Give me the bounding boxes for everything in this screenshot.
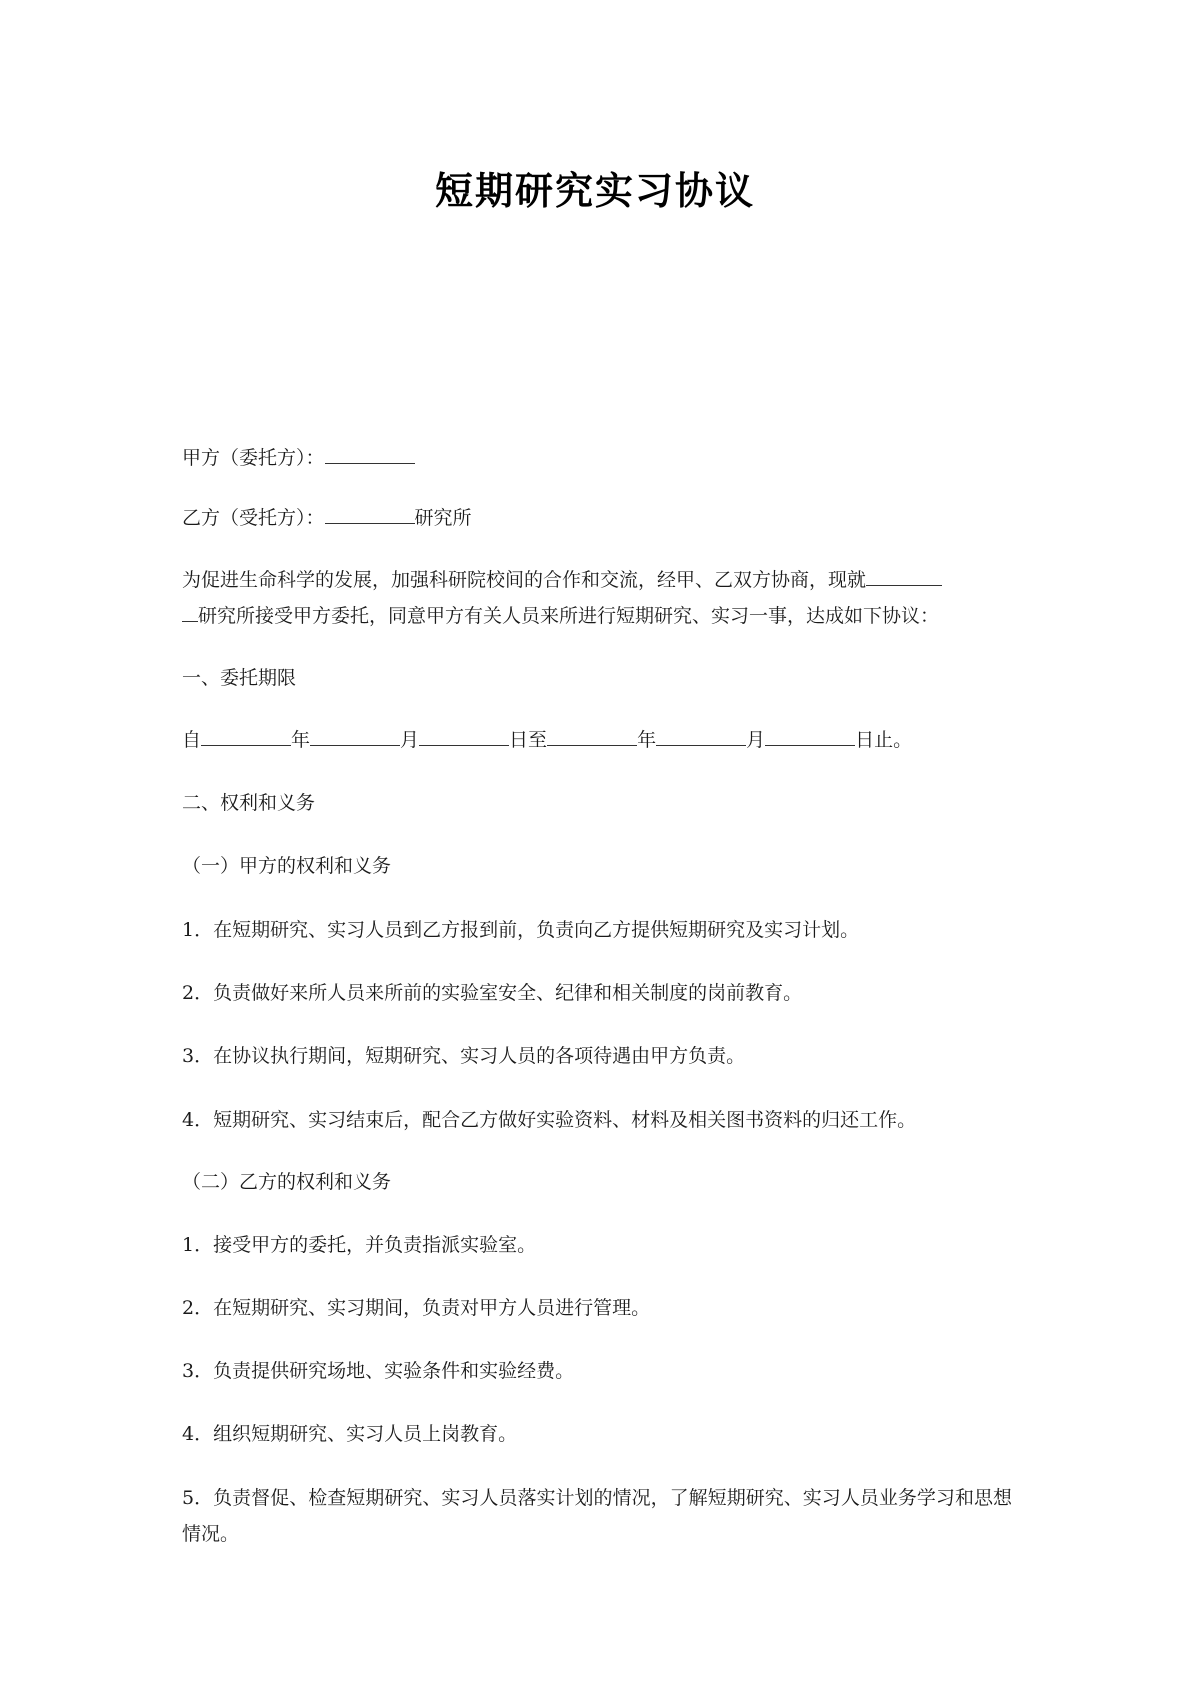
- period-day1-to: 日至: [509, 729, 548, 751]
- period-day2-end: 日止。: [855, 729, 913, 751]
- period-year1: 年: [291, 729, 311, 751]
- preamble-part1: 为促进生命科学的发展，加强科研院校间的合作和交流，经甲、乙双方协商，现就: [182, 569, 867, 591]
- party-a-blank[interactable]: [325, 443, 415, 464]
- party-a-duty-item: 3．在协议执行期间，短期研究、实习人员的各项待遇由甲方负责。: [182, 1045, 746, 1067]
- period-month2: 月: [746, 729, 766, 751]
- party-b-duties-heading: （二）乙方的权利和义务: [182, 1171, 392, 1193]
- start-year-blank[interactable]: [201, 725, 291, 746]
- party-b-blank[interactable]: [325, 503, 415, 524]
- section1-heading: 一、委托期限: [182, 667, 297, 689]
- end-day-blank[interactable]: [765, 725, 855, 746]
- period-year2: 年: [637, 729, 657, 751]
- party-a-duty-item: 4．短期研究、实习结束后，配合乙方做好实验资料、材料及相关图书资料的归还工作。: [182, 1109, 917, 1131]
- preamble-part2: 研究所接受甲方委托，同意甲方有关人员来所进行短期研究、实习一事，达成如下协议：: [198, 605, 940, 627]
- start-day-blank[interactable]: [419, 725, 509, 746]
- preamble-paragraph: [182, 562, 1012, 634]
- period-month1: 月: [400, 729, 420, 751]
- party-b-duty-item: 1．接受甲方的委托，并负责指派实验室。: [182, 1234, 537, 1256]
- institute-blank-b[interactable]: [182, 601, 198, 622]
- period-line: [182, 722, 1012, 758]
- start-month-blank[interactable]: [310, 725, 400, 746]
- section2-heading: 二、权利和义务: [182, 792, 316, 814]
- party-a-duty-item: 2．负责做好来所人员来所前的实验室安全、纪律和相关制度的岗前教育。: [182, 982, 803, 1004]
- party-b-line: [182, 500, 1012, 536]
- party-b-suffix: 研究所: [414, 507, 472, 529]
- party-a-duty-item: 1．在短期研究、实习人员到乙方报到前，负责向乙方提供短期研究及实习计划。: [182, 919, 860, 941]
- period-from: 自: [182, 729, 202, 751]
- end-year-blank[interactable]: [547, 725, 637, 746]
- party-b-duty-item: 2．在短期研究、实习期间，负责对甲方人员进行管理。: [182, 1297, 651, 1319]
- document-title: 短期研究实习协议: [434, 168, 755, 213]
- party-a-duties-heading: （一）甲方的权利和义务: [182, 855, 392, 877]
- party-b-duty-item: 5．负责督促、检查短期研究、实习人员落实计划的情况，了解短期研究、实习人员业务学习和思想情况。: [182, 1487, 1012, 1545]
- end-month-blank[interactable]: [656, 725, 746, 746]
- party-b-label: 乙方（受托方）：: [182, 507, 325, 529]
- party-a-line: [182, 440, 1012, 476]
- party-b-duty-item: 4．组织短期研究、实习人员上岗教育。: [182, 1423, 518, 1445]
- institute-blank-a[interactable]: [866, 565, 942, 586]
- party-a-label: 甲方（委托方）：: [182, 447, 325, 469]
- party-b-duty-item: 3．负责提供研究场地、实验条件和实验经费。: [182, 1360, 575, 1382]
